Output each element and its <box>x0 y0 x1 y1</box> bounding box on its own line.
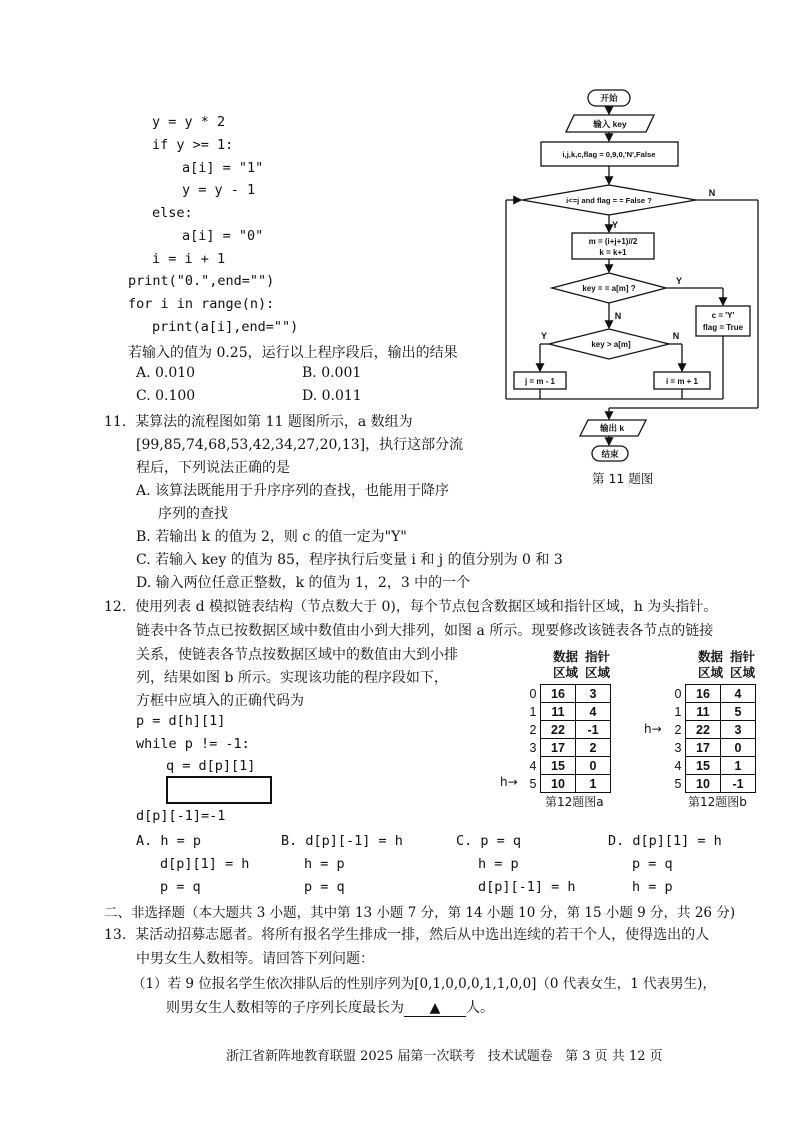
table-row <box>671 775 756 793</box>
q12-option-d-line: p = q <box>632 856 673 872</box>
q11-option-a-cont: 序列的查找 <box>158 506 228 522</box>
table-row <box>671 757 756 775</box>
q10-option-d: D. 0.011 <box>302 388 362 404</box>
table-row <box>526 775 611 793</box>
flowchart-q11 <box>500 86 770 486</box>
q10-option-b: B. 0.001 <box>302 365 362 381</box>
flow-input-label: 输入 key <box>593 119 627 129</box>
q13-part1-unit: 人。 <box>466 1000 494 1016</box>
q12-option-b-line: p = q <box>304 879 345 895</box>
table-row <box>526 721 611 739</box>
code-line: print(a[i],end="") <box>152 319 299 335</box>
q12-stem-3: 关系，使链表各节点按数据区域中的数值由大到小排 <box>136 647 458 663</box>
table-row <box>671 721 756 739</box>
table-a-caption: 第12题图a <box>545 795 604 809</box>
pointer-cell: 3 <box>721 721 756 739</box>
data-cell: 17 <box>541 739 576 757</box>
q13-part1: （1）若 9 位报名学生依次排队后的性别序列为[0,1,0,0,0,1,1,0,0]（0 代表女生，1 代表男生)， <box>132 976 716 992</box>
q13-stem-1: 13. 某活动招募志愿者。将所有报名学生排成一排，然后从中选出连续的若干个人，使得选出的人 <box>104 927 710 943</box>
flow-eq-n-label: N <box>614 311 622 321</box>
section-heading: 二、非选择题（本大题共 3 小题，其中第 13 小题 7 分，第 14 小题 10 分，第 15 小题 9 分，共 26 分) <box>104 905 736 921</box>
pointer-cell: -1 <box>576 721 611 739</box>
table-row <box>526 739 611 757</box>
q10-option-c: C. 0.100 <box>136 388 196 404</box>
q10-option-a: A. 0.010 <box>136 365 196 381</box>
q11-option-d: D. 输入两位任意正整数，k 的值为 1，2，3 中的一个 <box>136 575 471 591</box>
q10-stem: 若输入的值为 0.25，运行以上程序段后，输出的结果 <box>128 345 458 361</box>
q12-stem-2: 链表中各节点已按数据区域中数值由小到大排列，如图 a 所示。现要修改该链表各节点的链接 <box>136 623 714 639</box>
page-footer: 浙江省新阵地教育联盟 2025 届第一次联考 技术试题卷 第 3 页 共 12 页 <box>226 1049 663 1064</box>
data-cell: 11 <box>541 703 576 721</box>
row-index: 2 <box>674 722 682 737</box>
q12-option-a: A. h = p <box>136 833 202 849</box>
code-line: else: <box>152 205 193 221</box>
q12-option-b-line: h = p <box>304 856 345 872</box>
q11-stem-1: 11. 某算法的流程图如第 11 题图所示，a 数组为 <box>104 414 413 430</box>
row-index: 5 <box>674 776 682 791</box>
q12-option-d-line: h = p <box>632 879 673 895</box>
data-cell: 22 <box>686 721 721 739</box>
pointer-cell: 0 <box>721 739 756 757</box>
flow-kinc-label: k = k+1 <box>599 248 627 257</box>
q12-stem-1: 12. 使用列表 d 模拟链表结构（节点数大于 0)，每个节点包含数据区域和指针区域，h 为头指针。 <box>104 599 718 615</box>
linked-list-table-b <box>671 684 756 793</box>
pointer-cell: 5 <box>721 703 756 721</box>
row-index: 0 <box>674 686 682 701</box>
table-row <box>526 703 611 721</box>
row-index: 0 <box>529 686 537 701</box>
q11-option-a: A. 该算法既能用于升序序列的查找，也能用于降序 <box>136 483 450 499</box>
row-index: 2 <box>529 722 537 737</box>
table-row <box>671 703 756 721</box>
q11-stem-3: 程后，下列说法正确的是 <box>136 460 290 476</box>
data-cell: 15 <box>541 757 576 775</box>
code-line: a[i] = "0" <box>182 228 264 244</box>
q11-option-c: C. 若输入 key 的值为 85，程序执行后变量 i 和 j 的值分别为 0 和 3 <box>136 552 563 568</box>
pointer-cell: 1 <box>576 775 611 793</box>
pointer-cell: 3 <box>576 685 611 703</box>
code-line: y = y * 2 <box>152 114 226 130</box>
pointer-cell: 4 <box>721 685 756 703</box>
flow-right-assign-label: i = m + 1 <box>665 377 699 386</box>
table-row <box>526 757 611 775</box>
q12-option-a-line: p = q <box>160 879 201 895</box>
data-cell: 17 <box>686 739 721 757</box>
linked-list-table-a <box>526 684 611 793</box>
pointer-cell: 1 <box>721 757 756 775</box>
row-index: 3 <box>674 740 682 755</box>
code-line: if y >= 1: <box>152 137 234 153</box>
q12-code-line: while p != -1: <box>136 736 250 752</box>
row-index: 5 <box>529 776 537 791</box>
table-b-caption: 第12题图b <box>688 795 747 809</box>
q12-stem-5: 方框中应填入的正确代码为 <box>136 693 304 709</box>
data-cell: 16 <box>541 685 576 703</box>
flow-output-label: 输出 k <box>599 423 625 433</box>
code-line: a[i] = "1" <box>182 160 264 176</box>
flow-end-label: 结束 <box>601 449 619 459</box>
table-b-header-2: 区域 区域 <box>698 666 755 680</box>
q12-option-b: B. d[p][-1] = h <box>281 833 403 849</box>
table-row <box>671 685 756 703</box>
flow-eq-label: key = = a[m] ? <box>582 284 636 293</box>
code-line: y = y - 1 <box>182 182 256 198</box>
q13-part1-cont <box>166 997 494 1017</box>
row-index: 4 <box>529 758 537 773</box>
q12-option-a-line: d[p][1] = h <box>160 856 250 872</box>
answer-blank: ▲ <box>404 1000 466 1017</box>
q12-option-d: D. d[p][1] = h <box>608 833 722 849</box>
flow-found-c-label: c = 'Y' <box>711 311 735 320</box>
pointer-cell: -1 <box>721 775 756 793</box>
q12-option-c-line: d[p][-1] = h <box>478 879 576 895</box>
pointer-cell: 2 <box>576 739 611 757</box>
table-a-header-2: 区域 区域 <box>553 666 610 680</box>
q12-code-line: p = d[h][1] <box>136 713 226 729</box>
q13-stem-2: 中男女生人数相等。请回答下列问题： <box>136 951 374 967</box>
q12-stem-4: 列，结果如图 b 所示。实现该功能的程序段如下， <box>136 670 448 686</box>
flowchart-caption: 第 11 题图 <box>592 471 654 486</box>
flow-start-label: 开始 <box>600 93 618 103</box>
flow-found-flag-label: flag = True <box>702 323 744 332</box>
flow-mid-label: m = (i+j+1)//2 <box>588 237 638 246</box>
row-index: 3 <box>529 740 537 755</box>
q12-code-line: q = d[p][1] <box>166 758 256 774</box>
data-cell: 11 <box>686 703 721 721</box>
row-index: 4 <box>674 758 682 773</box>
q13-part1-text: 则男女生人数相等的子序列长度最长为 <box>166 1000 404 1016</box>
q12-code-line: d[p][-1]=-1 <box>136 808 226 824</box>
pointer-cell: 0 <box>576 757 611 775</box>
table-row <box>526 685 611 703</box>
code-line: print("0.",end="") <box>128 273 275 289</box>
data-cell: 22 <box>541 721 576 739</box>
flow-gt-n-label: N <box>672 331 680 341</box>
q11-option-b: B. 若输出 k 的值为 2，则 c 的值一定为"Y" <box>136 529 407 545</box>
flow-eq-y-label: Y <box>675 276 683 286</box>
q12-option-c-line: h = p <box>478 856 519 872</box>
q11-stem-2: [99,85,74,68,53,42,34,27,20,13]，执行这部分流 <box>136 437 464 453</box>
flow-loop-label: i<=j and flag = = False ? <box>566 196 652 205</box>
head-pointer-b: h→ <box>644 722 662 736</box>
data-cell: 15 <box>686 757 721 775</box>
table-a-header-1: 数据 指针 <box>553 650 610 664</box>
flow-gt-label: key > a[m] <box>591 340 631 349</box>
flow-gt-y-label: Y <box>540 331 548 341</box>
code-line: for i in range(n): <box>128 296 275 312</box>
row-index: 1 <box>674 704 682 719</box>
q12-option-c: C. p = q <box>456 833 522 849</box>
flow-loop-y-label: Y <box>611 220 619 230</box>
row-index: 1 <box>529 704 537 719</box>
data-cell: 10 <box>686 775 721 793</box>
pointer-cell: 4 <box>576 703 611 721</box>
code-line: i = i + 1 <box>152 251 226 267</box>
answer-blank-box <box>166 776 272 804</box>
flow-init-label: i,j,k,c,flag = 0,9,0,'N',False <box>562 150 656 159</box>
flow-left-assign-label: j = m - 1 <box>524 377 556 386</box>
flow-loop-n-label: N <box>708 188 716 198</box>
data-cell: 10 <box>541 775 576 793</box>
head-pointer-a: h→ <box>500 775 518 789</box>
table-b-header-1: 数据 指针 <box>698 650 755 664</box>
data-cell: 16 <box>686 685 721 703</box>
table-row <box>671 739 756 757</box>
